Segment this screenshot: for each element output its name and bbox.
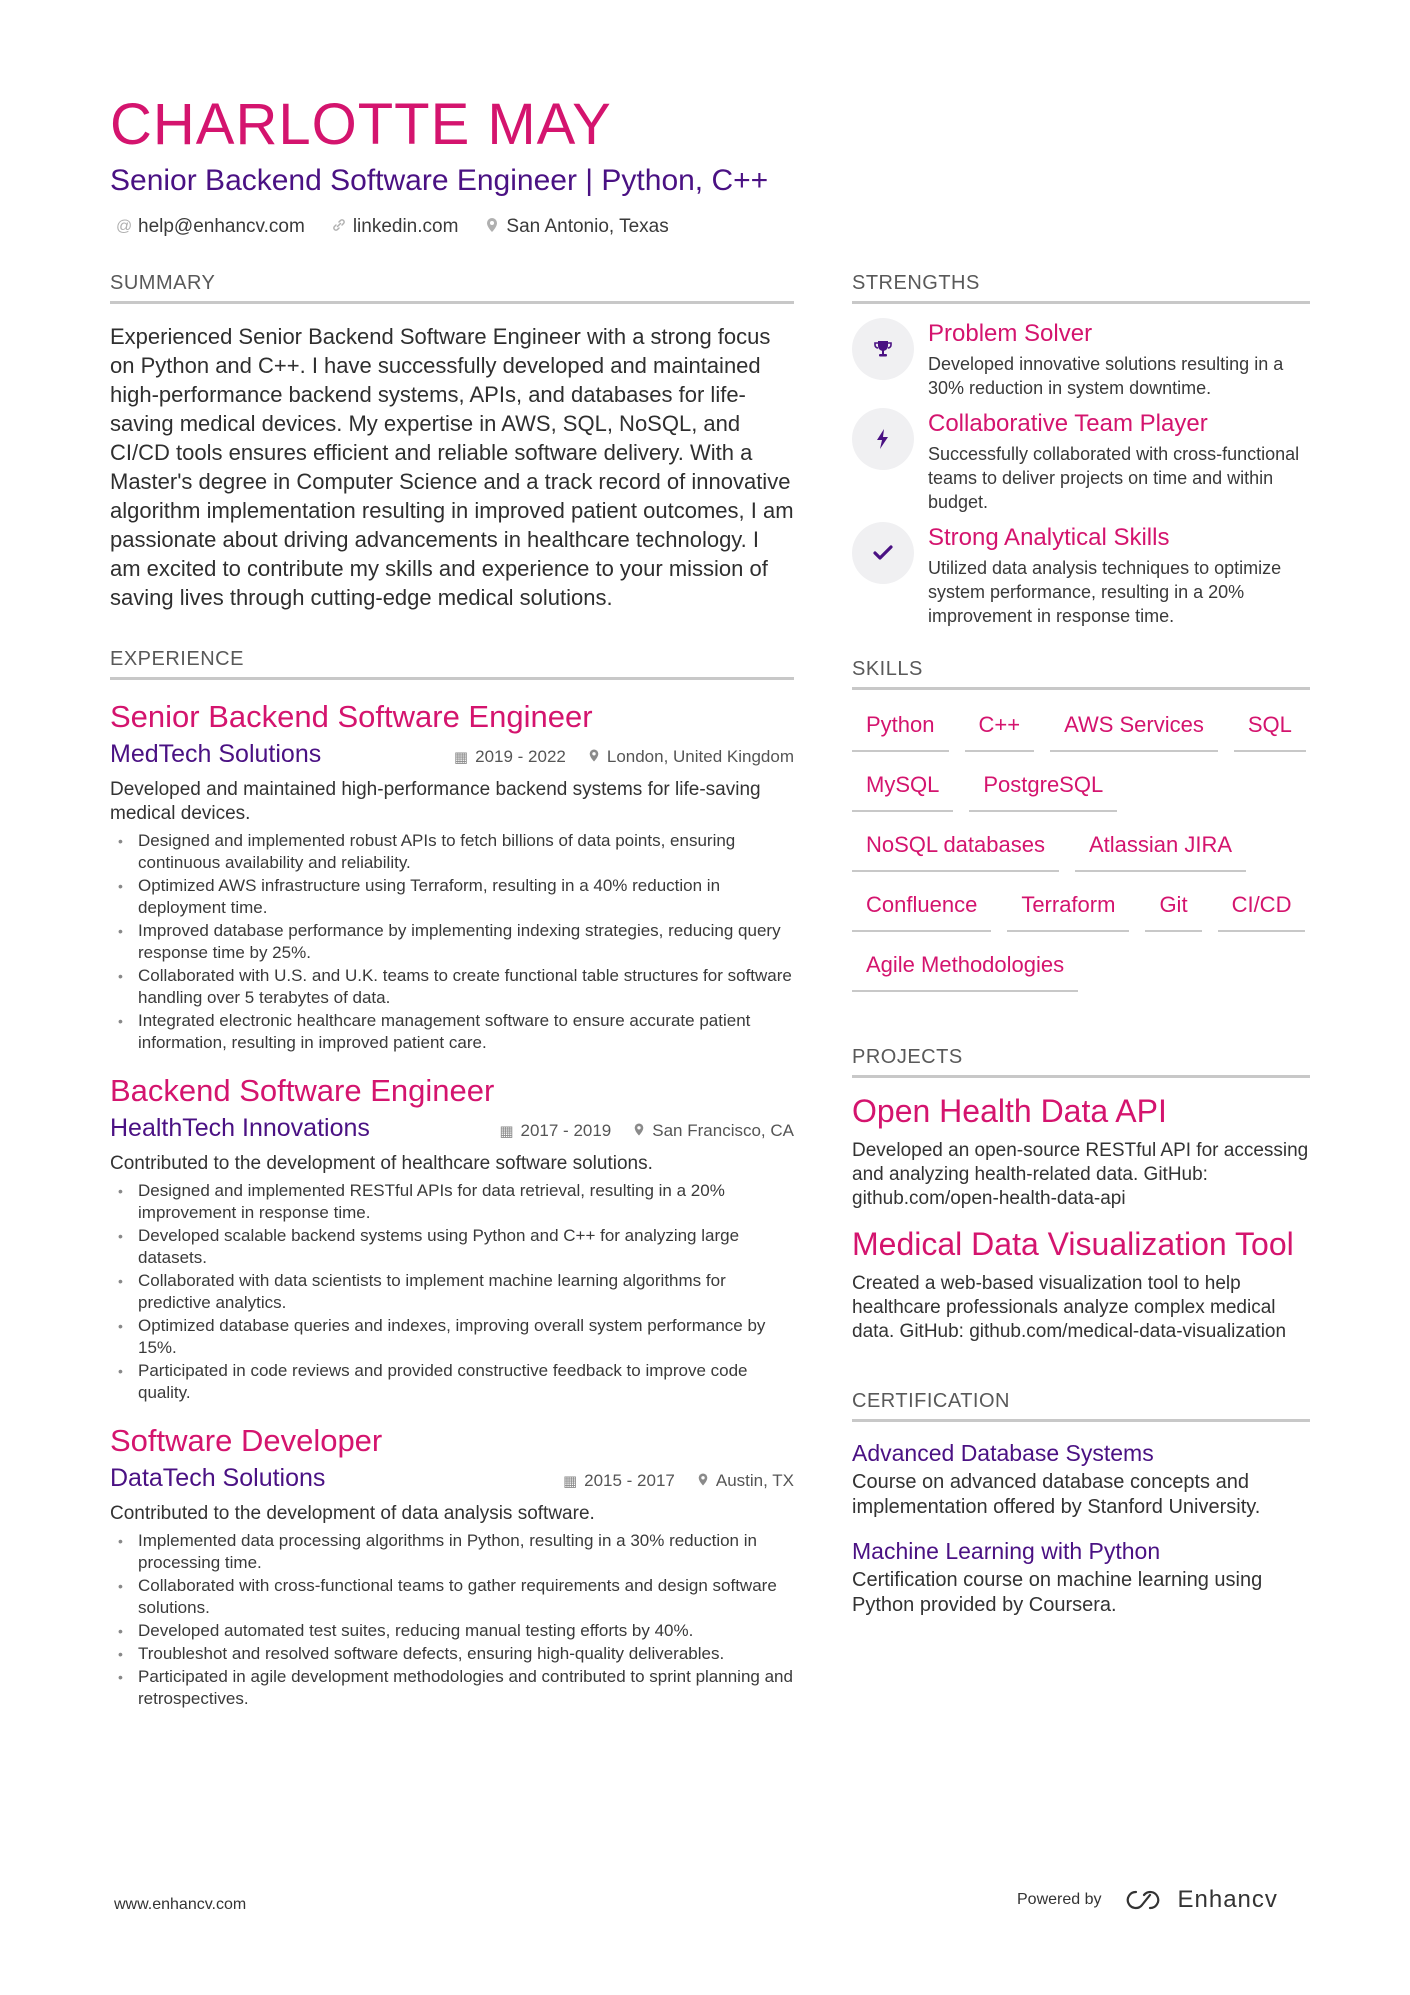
strengths-heading: STRENGTHS bbox=[852, 272, 1310, 304]
job-location-text: San Francisco, CA bbox=[652, 1121, 794, 1140]
skill-tag: MySQL bbox=[852, 764, 953, 812]
contact-linkedin[interactable] bbox=[331, 216, 459, 238]
company-name: HealthTech Innovations bbox=[110, 1114, 370, 1142]
strength-item bbox=[852, 318, 1310, 400]
job-description: Contributed to the development of healthcare software solutions. bbox=[110, 1153, 653, 1174]
calendar-icon: ▦ bbox=[453, 749, 469, 766]
job-dates-text: 2019 - 2022 bbox=[475, 747, 566, 766]
list-item: • Improved database performance by implementing indexing strategies, reducing query response time by 25%. bbox=[110, 920, 794, 964]
job-title: Software Developer bbox=[110, 1423, 383, 1458]
list-item: • Collaborated with U.S. and U.K. teams to create functional table structures for software handling over 5 terabytes of data. bbox=[110, 965, 794, 1009]
map-pin-icon bbox=[633, 1122, 645, 1141]
skill-tag: C++ bbox=[965, 704, 1035, 752]
contact-row bbox=[116, 216, 669, 238]
projects-heading: PROJECTS bbox=[852, 1046, 1310, 1078]
skill-tag: CI/CD bbox=[1218, 884, 1306, 932]
summary-section bbox=[110, 272, 794, 612]
strength-item bbox=[852, 522, 1310, 628]
map-pin-icon bbox=[588, 748, 600, 767]
company-name: DataTech Solutions bbox=[110, 1464, 326, 1492]
enhancv-logo[interactable] bbox=[1124, 1886, 1278, 1914]
projects-section bbox=[852, 1046, 1310, 1344]
job-dates bbox=[454, 747, 566, 767]
list-item: • Optimized database queries and indexes, improving overall system performance by 15%. bbox=[110, 1315, 794, 1359]
calendar-icon: ▦ bbox=[562, 1473, 578, 1490]
strength-body bbox=[928, 522, 1310, 628]
strength-description: Successfully collaborated with cross-functional teams to deliver projects on time and within budget. bbox=[928, 444, 1300, 512]
skill-tag: SQL bbox=[1234, 704, 1306, 752]
job-meta-right bbox=[499, 1121, 794, 1141]
list-item: • Participated in code reviews and provided constructive feedback to improve code quality. bbox=[110, 1360, 794, 1404]
map-pin-icon bbox=[697, 1472, 709, 1491]
candidate-role: Senior Backend Software Engineer | Python, C++ bbox=[110, 164, 769, 197]
strength-title: Collaborative Team Player bbox=[928, 410, 1208, 437]
skill-tag: AWS Services bbox=[1050, 704, 1218, 752]
skills-list bbox=[852, 704, 1310, 992]
skill-tag: Terraform bbox=[1007, 884, 1129, 932]
list-item: • Troubleshot and resolved software defects, ensuring high-quality deliverables. bbox=[110, 1643, 794, 1665]
skills-section bbox=[852, 658, 1310, 992]
skill-tag: Confluence bbox=[852, 884, 991, 932]
list-item: • Developed automated test suites, reducing manual testing efforts by 40%. bbox=[110, 1620, 794, 1642]
project-title: Medical Data Visualization Tool bbox=[852, 1226, 1294, 1262]
project-item bbox=[852, 1092, 1310, 1211]
certification-item bbox=[852, 1536, 1310, 1618]
list-item: • Designed and implemented robust APIs to fetch billions of data points, ensuring continuous availability and reliability. bbox=[110, 830, 794, 874]
footer-website[interactable]: www.enhancv.com bbox=[114, 1896, 247, 1913]
job-meta-right bbox=[454, 747, 794, 767]
left-column bbox=[110, 272, 794, 1711]
strength-body bbox=[928, 318, 1310, 400]
certification-title: Advanced Database Systems bbox=[852, 1440, 1154, 1466]
linkedin-text: linkedin.com bbox=[352, 216, 459, 237]
job-bullets bbox=[110, 1530, 794, 1710]
skills-heading: SKILLS bbox=[852, 658, 1310, 690]
list-item: • Collaborated with data scientists to implement machine learning algorithms for predictive analytics. bbox=[110, 1270, 794, 1314]
location-text: San Antonio, Texas bbox=[506, 216, 669, 237]
list-item: • Designed and implemented RESTful APIs for data retrieval, resulting in a 20% improvement in response time. bbox=[110, 1180, 794, 1224]
job-description: Developed and maintained high-performance backend systems for life-saving medical devices. bbox=[110, 779, 761, 824]
contact-email[interactable] bbox=[116, 216, 305, 238]
job-meta bbox=[110, 1112, 794, 1144]
list-item: • Integrated electronic healthcare management software to ensure accurate patient information, resulting in improved patient care. bbox=[110, 1010, 794, 1054]
experience-heading: EXPERIENCE bbox=[110, 648, 794, 680]
skill-tag: Python bbox=[852, 704, 949, 752]
job-location bbox=[633, 1121, 794, 1141]
job-meta bbox=[110, 1462, 794, 1494]
enhancv-logo-icon bbox=[1124, 1888, 1168, 1912]
list-item: • Collaborated with cross-functional teams to gather requirements and design software solutions. bbox=[110, 1575, 794, 1619]
certification-section bbox=[852, 1390, 1310, 1618]
project-title: Open Health Data API bbox=[852, 1093, 1167, 1129]
skill-tag: PostgreSQL bbox=[969, 764, 1117, 812]
project-description: Developed an open-source RESTful API for accessing and analyzing health-related data. GitHub: github.com/open-health-data-api bbox=[852, 1140, 1309, 1209]
check-icon bbox=[852, 522, 914, 584]
skill-tag: Atlassian JIRA bbox=[1075, 824, 1246, 872]
strength-description: Developed innovative solutions resulting in a 30% reduction in system downtime. bbox=[928, 354, 1284, 398]
right-column bbox=[852, 272, 1310, 1618]
job-meta-right bbox=[563, 1471, 794, 1491]
summary-text: Experienced Senior Backend Software Engineer with a strong focus on Python and C++. I have successfully developed and maintained high-performance backend systems, APIs, and databases for life-saving medical devices. My expertise in AWS, SQL, NoSQL, and CI/CD tools ensures efficient and reliable software delivery. With a Master's degree in Computer Science and a track record of innovative algorithm implementation resulting in improved patient outcomes, I am passionate about driving advancements in healthcare technology. I am excited to contribute my skills and experience to your mission of saving lives through cutting-edge medical solutions. bbox=[110, 324, 794, 610]
job-dates bbox=[499, 1121, 611, 1141]
company-name: MedTech Solutions bbox=[110, 740, 322, 768]
job-dates bbox=[563, 1471, 675, 1491]
project-description: Created a web-based visualization tool to help healthcare professionals analyze complex medical data. GitHub: github.com/medical-data-visualization bbox=[852, 1273, 1287, 1342]
skill-tag: Git bbox=[1145, 884, 1201, 932]
list-item: • Optimized AWS infrastructure using Terraform, resulting in a 40% reduction in deployment time. bbox=[110, 875, 794, 919]
strengths-list bbox=[852, 318, 1310, 628]
certification-heading: CERTIFICATION bbox=[852, 1390, 1310, 1422]
job-dates-text: 2017 - 2019 bbox=[520, 1121, 612, 1140]
email-text: help@enhancv.com bbox=[138, 216, 305, 237]
job-title: Senior Backend Software Engineer bbox=[110, 699, 593, 734]
strength-title: Strong Analytical Skills bbox=[928, 524, 1170, 551]
job-meta bbox=[110, 738, 794, 770]
job-entry bbox=[110, 698, 794, 1054]
bolt-icon bbox=[852, 408, 914, 470]
certification-item bbox=[852, 1438, 1310, 1520]
job-bullets bbox=[110, 830, 794, 1054]
list-item: • Implemented data processing algorithms in Python, resulting in a 30% reduction in processing time. bbox=[110, 1530, 794, 1574]
brand-name: Enhancv bbox=[1177, 1886, 1278, 1913]
strength-body bbox=[928, 408, 1310, 514]
job-location-text: Austin, TX bbox=[715, 1471, 794, 1490]
certification-description: Certification course on machine learning using Python provided by Coursera. bbox=[852, 1569, 1263, 1616]
strengths-section bbox=[852, 272, 1310, 628]
candidate-name: CHARLOTTE MAY bbox=[110, 92, 612, 157]
trophy-icon bbox=[852, 318, 914, 380]
calendar-icon: ▦ bbox=[499, 1123, 514, 1140]
experience-section bbox=[110, 648, 794, 1710]
contact-location bbox=[484, 216, 668, 238]
job-title: Backend Software Engineer bbox=[110, 1073, 495, 1108]
job-location bbox=[588, 747, 794, 767]
link-icon bbox=[331, 217, 347, 238]
strength-title: Problem Solver bbox=[928, 320, 1093, 347]
at-icon: @ bbox=[116, 218, 133, 235]
powered-by-text: Powered by bbox=[1017, 1891, 1102, 1908]
job-description: Contributed to the development of data analysis software. bbox=[110, 1503, 595, 1524]
job-location-text: London, United Kingdom bbox=[606, 747, 794, 766]
list-item: • Participated in agile development methodologies and contributed to sprint planning and retrospectives. bbox=[110, 1666, 794, 1710]
certification-description: Course on advanced database concepts and implementation offered by Stanford University. bbox=[852, 1471, 1261, 1518]
map-pin-icon bbox=[484, 217, 500, 238]
summary-heading: SUMMARY bbox=[110, 272, 794, 304]
footer-branding bbox=[1017, 1886, 1278, 1914]
strength-description: Utilized data analysis techniques to optimize system performance, resulting in a 20% improvement in response time. bbox=[928, 558, 1282, 626]
skill-tag: NoSQL databases bbox=[852, 824, 1059, 872]
job-dates-text: 2015 - 2017 bbox=[584, 1471, 675, 1490]
job-entry bbox=[110, 1422, 794, 1710]
strength-item bbox=[852, 408, 1310, 514]
project-item bbox=[852, 1225, 1310, 1344]
skill-tag: Agile Methodologies bbox=[852, 944, 1078, 992]
list-item: • Developed scalable backend systems using Python and C++ for analyzing large datasets. bbox=[110, 1225, 794, 1269]
job-bullets bbox=[110, 1180, 794, 1404]
certification-title: Machine Learning with Python bbox=[852, 1538, 1161, 1564]
job-location bbox=[697, 1471, 794, 1491]
job-entry bbox=[110, 1072, 794, 1404]
